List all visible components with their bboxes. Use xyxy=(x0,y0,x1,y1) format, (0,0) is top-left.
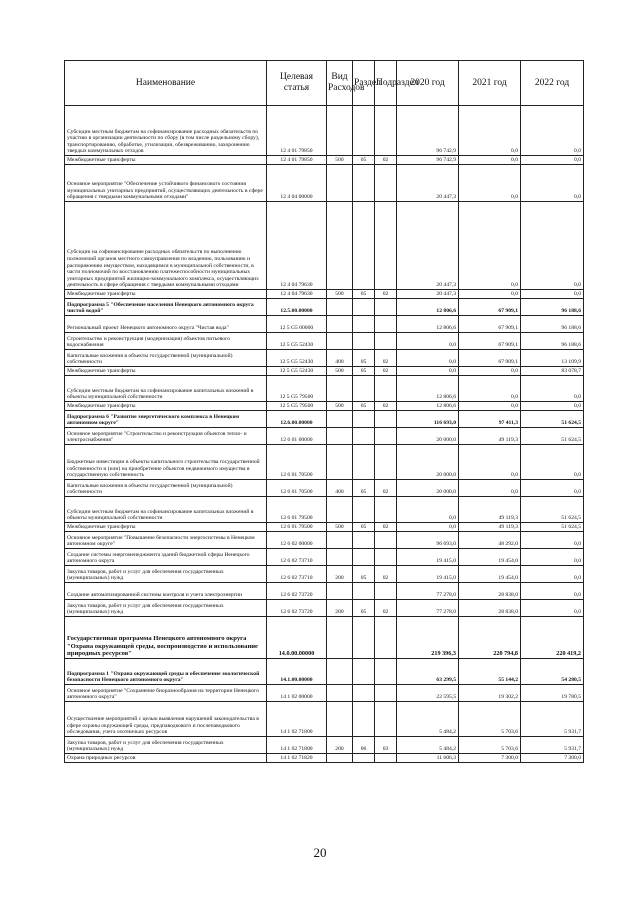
row-value-2021: 67 909,1 xyxy=(459,333,521,350)
row-value-2021: 49 119,3 xyxy=(459,497,521,523)
row-value-2021: 0,0 xyxy=(459,165,521,202)
row-value-2022: 0,0 xyxy=(521,402,584,411)
row-value-2020: 0,0 xyxy=(397,350,459,367)
row-name: Субсидии на софинансирование расходных обязательств по выполнению полномочий органов местного самоуправления по владению, пользованию и распоряжению имуществом, находящимся в муниципальной собственности, в части полномочий по восстановлению платежеспособности муниципальных унитарных предприятий жилищно-коммунального комплекса, осуществляющих деятельность в сфере обращения с твердыми коммунальными отходами xyxy=(65,202,267,290)
row-subsection xyxy=(375,316,397,333)
row-target-article: 12 5 G5 52430 xyxy=(267,333,327,350)
row-expense-type xyxy=(327,685,353,702)
row-section xyxy=(353,702,375,737)
row-expense-type: 500 xyxy=(327,290,353,299)
row-expense-type: 500 xyxy=(327,402,353,411)
row-name: Бюджетные инвестиции в объекты капитального строительства государственной собственности и (или) на приобретение объектов недвижимого имущества в государственную собственность xyxy=(65,445,267,480)
row-name: Государственная программа Ненецкого автономного округа "Охрана окружающей среды, воспроизводство и использование природных ресурсов" xyxy=(65,617,267,659)
row-value-2020: 12 806,6 xyxy=(397,299,459,316)
row-value-2020: 5 484,2 xyxy=(397,702,459,737)
row-name: Субсидии местным бюджетам на софинансирование капитальных вложений в объекты муниципальной собственности xyxy=(65,497,267,523)
row-section xyxy=(353,583,375,600)
row-subsection: 02 xyxy=(375,367,397,376)
row-section xyxy=(353,428,375,445)
row-section xyxy=(353,376,375,402)
row-section xyxy=(353,165,375,202)
row-value-2020: 12 806,6 xyxy=(397,402,459,411)
row-expense-type: 200 xyxy=(327,566,353,583)
row-section: 05 xyxy=(353,367,375,376)
row-value-2021: 48 292,0 xyxy=(459,532,521,549)
table-header-row xyxy=(65,61,584,106)
row-section: 05 xyxy=(353,350,375,367)
table-row xyxy=(65,428,584,445)
row-value-2021: 0,0 xyxy=(459,106,521,156)
row-value-2021: 67 909,1 xyxy=(459,316,521,333)
row-value-2020: 96 742,9 xyxy=(397,156,459,165)
row-name: Субсидии местным бюджетам на софинансирование расходных обязательств по участию в организации деятельности по сбору (в том числе раздельному сбору), транспортированию, обработке, утилизации, обезвреживанию, захоронению твердых коммунальных отходов xyxy=(65,106,267,156)
row-name: Закупка товаров, работ и услуг для обеспечения государственных (муниципальных) нужд xyxy=(65,737,267,754)
table-row xyxy=(65,367,584,376)
row-value-2021: 0,0 xyxy=(459,290,521,299)
row-value-2022: 220 419,2 xyxy=(521,617,584,659)
row-expense-type xyxy=(327,754,353,763)
row-name: Закупка товаров, работ и услуг для обеспечения государственных (муниципальных) нужд xyxy=(65,600,267,617)
row-section xyxy=(353,106,375,156)
row-subsection xyxy=(375,532,397,549)
row-subsection: 03 xyxy=(375,737,397,754)
row-expense-type xyxy=(327,583,353,600)
row-value-2022: 5 931,7 xyxy=(521,702,584,737)
row-subsection xyxy=(375,445,397,480)
row-value-2020: 20 000,0 xyxy=(397,445,459,480)
table-row xyxy=(65,316,584,333)
row-name: Межбюджетные трансферты xyxy=(65,156,267,165)
row-subsection xyxy=(375,659,397,685)
row-name: Капитальные вложения в объекты государственной (муниципальной) собственности xyxy=(65,350,267,367)
row-value-2022: 51 624,5 xyxy=(521,497,584,523)
row-value-2022: 0,0 xyxy=(521,532,584,549)
table-row xyxy=(65,290,584,299)
row-value-2022: 51 624,5 xyxy=(521,411,584,428)
row-subsection xyxy=(375,428,397,445)
row-value-2022: 51 624,5 xyxy=(521,523,584,532)
row-target-article: 12 4 04 00000 xyxy=(267,165,327,202)
row-value-2022: 0,0 xyxy=(521,549,584,566)
row-name: Основное мероприятие "Сохранение биоразнообразия на территории Ненецкого автономного округа" xyxy=(65,685,267,702)
header-target-article: Целевая статья xyxy=(267,61,327,106)
row-value-2022: 96 188,6 xyxy=(521,316,584,333)
row-section xyxy=(353,299,375,316)
row-target-article: 14 1 02 00000 xyxy=(267,685,327,702)
row-subsection xyxy=(375,685,397,702)
row-name: Подпрограмма 6 "Развитие энергетического комплекса в Ненецком автономном округе" xyxy=(65,411,267,428)
row-target-article: 14.0.00.00000 xyxy=(267,617,327,659)
row-value-2022: 96 188,6 xyxy=(521,299,584,316)
row-value-2020: 20 447,3 xyxy=(397,165,459,202)
row-subsection xyxy=(375,617,397,659)
row-expense-type xyxy=(327,299,353,316)
row-value-2022: 0,0 xyxy=(521,156,584,165)
row-target-article: 12 6 01 70500 xyxy=(267,480,327,497)
row-value-2022: 0,0 xyxy=(521,376,584,402)
row-value-2020: 20 447,3 xyxy=(397,290,459,299)
row-value-2021: 28 838,0 xyxy=(459,600,521,617)
row-target-article: 12 6 02 73710 xyxy=(267,566,327,583)
row-value-2020: 20 447,3 xyxy=(397,202,459,290)
row-expense-type: 500 xyxy=(327,367,353,376)
row-value-2020: 0,0 xyxy=(397,497,459,523)
header-section: Раздел xyxy=(353,61,375,106)
row-expense-type xyxy=(327,333,353,350)
row-target-article: 12 6 02 73720 xyxy=(267,583,327,600)
table-row xyxy=(65,333,584,350)
row-expense-type xyxy=(327,411,353,428)
table-row xyxy=(65,106,584,156)
row-name: Капитальные вложения в объекты государственной (муниципальной) собственности xyxy=(65,480,267,497)
row-value-2021: 19 302,2 xyxy=(459,685,521,702)
row-expense-type xyxy=(327,532,353,549)
row-subsection xyxy=(375,702,397,737)
row-target-article: 12 5 G5 79500 xyxy=(267,376,327,402)
row-subsection: 02 xyxy=(375,156,397,165)
row-value-2022: 0,0 xyxy=(521,290,584,299)
row-name: Основное мероприятие "Строительство и реконструкция объектов тепло- и электроснабжения" xyxy=(65,428,267,445)
row-value-2022: 0,0 xyxy=(521,480,584,497)
table-row xyxy=(65,583,584,600)
row-section xyxy=(353,754,375,763)
row-expense-type xyxy=(327,617,353,659)
row-subsection xyxy=(375,299,397,316)
row-value-2022: 13 109,9 xyxy=(521,350,584,367)
row-expense-type xyxy=(327,316,353,333)
table-row xyxy=(65,702,584,737)
row-target-article: 12 6 01 79500 xyxy=(267,497,327,523)
page-number: 20 xyxy=(313,845,327,860)
row-section xyxy=(353,685,375,702)
row-value-2020: 63 299,5 xyxy=(397,659,459,685)
row-value-2021: 49 119,3 xyxy=(459,428,521,445)
row-value-2022: 54 280,5 xyxy=(521,659,584,685)
row-name: Межбюджетные трансферты xyxy=(65,367,267,376)
row-subsection: 02 xyxy=(375,480,397,497)
table-row xyxy=(65,156,584,165)
row-value-2021: 0,0 xyxy=(459,202,521,290)
row-expense-type: 200 xyxy=(327,737,353,754)
row-value-2021: 55 144,2 xyxy=(459,659,521,685)
row-subsection: 02 xyxy=(375,402,397,411)
row-value-2021: 49 119,3 xyxy=(459,523,521,532)
row-section: 05 xyxy=(353,156,375,165)
row-expense-type: 400 xyxy=(327,480,353,497)
table-row xyxy=(65,202,584,290)
row-expense-type xyxy=(327,202,353,290)
row-value-2020: 0,0 xyxy=(397,333,459,350)
table-row xyxy=(65,480,584,497)
row-value-2020: 96 742,9 xyxy=(397,106,459,156)
row-value-2021: 5 703,6 xyxy=(459,702,521,737)
row-expense-type xyxy=(327,659,353,685)
row-subsection xyxy=(375,754,397,763)
row-target-article: 14.1.00.00000 xyxy=(267,659,327,685)
row-name: Закупка товаров, работ и услуг для обеспечения государственных (муниципальных) нужд xyxy=(65,566,267,583)
row-target-article: 12 6 02 73720 xyxy=(267,600,327,617)
row-value-2021: 97 411,3 xyxy=(459,411,521,428)
row-expense-type xyxy=(327,165,353,202)
header-year-2021: 2021 год xyxy=(459,61,521,106)
row-section xyxy=(353,617,375,659)
row-section xyxy=(353,445,375,480)
row-expense-type xyxy=(327,549,353,566)
row-target-article: 14 1 02 71800 xyxy=(267,737,327,754)
row-target-article: 14 1 02 71800 xyxy=(267,702,327,737)
table-row xyxy=(65,497,584,523)
row-target-article: 12 4 04 79630 xyxy=(267,290,327,299)
row-subsection xyxy=(375,106,397,156)
row-target-article: 12 6 01 00000 xyxy=(267,428,327,445)
row-expense-type xyxy=(327,376,353,402)
table-row xyxy=(65,376,584,402)
table-row xyxy=(65,566,584,583)
row-name: Основное мероприятие "Повышение безопасности энергосистемы в Ненецком автономном округе" xyxy=(65,532,267,549)
table-row xyxy=(65,411,584,428)
row-subsection xyxy=(375,376,397,402)
row-name: Субсидии местным бюджетам на софинансирование капитальных вложений в объекты муниципальной собственности xyxy=(65,376,267,402)
row-target-article: 12.5.00.00000 xyxy=(267,299,327,316)
row-value-2021: 220 794,8 xyxy=(459,617,521,659)
row-value-2020: 77 278,0 xyxy=(397,583,459,600)
row-value-2022: 0,0 xyxy=(521,600,584,617)
row-name: Создание системы энергоменеджмента зданий бюджетной сферы Ненецкого автономного округа xyxy=(65,549,267,566)
row-expense-type xyxy=(327,497,353,523)
row-subsection xyxy=(375,333,397,350)
table-row xyxy=(65,350,584,367)
header-year-2020: 2020 год xyxy=(397,61,459,106)
row-subsection xyxy=(375,583,397,600)
row-value-2021: 0,0 xyxy=(459,376,521,402)
row-expense-type xyxy=(327,428,353,445)
row-section xyxy=(353,549,375,566)
row-target-article: 12 5 G5 52430 xyxy=(267,350,327,367)
budget-table xyxy=(64,60,584,763)
row-value-2021: 0,0 xyxy=(459,445,521,480)
row-section: 05 xyxy=(353,523,375,532)
row-value-2020: 22 595,5 xyxy=(397,685,459,702)
row-section: 05 xyxy=(353,480,375,497)
table-row xyxy=(65,523,584,532)
row-target-article: 12.6.00.00000 xyxy=(267,411,327,428)
row-name: Межбюджетные трансферты xyxy=(65,290,267,299)
row-name: Охрана природных ресурсов xyxy=(65,754,267,763)
table-body xyxy=(65,106,584,763)
table-row xyxy=(65,549,584,566)
row-section xyxy=(353,659,375,685)
row-value-2021: 5 703,6 xyxy=(459,737,521,754)
row-value-2021: 67 909,1 xyxy=(459,350,521,367)
row-subsection: 02 xyxy=(375,350,397,367)
row-section xyxy=(353,411,375,428)
row-target-article: 12 6 01 79500 xyxy=(267,523,327,532)
row-value-2021: 67 909,1 xyxy=(459,299,521,316)
row-subsection xyxy=(375,549,397,566)
row-subsection xyxy=(375,411,397,428)
table-row xyxy=(65,685,584,702)
row-section xyxy=(353,497,375,523)
row-value-2021: 0,0 xyxy=(459,156,521,165)
row-value-2022: 0,0 xyxy=(521,202,584,290)
row-subsection xyxy=(375,497,397,523)
row-value-2020: 77 278,0 xyxy=(397,600,459,617)
row-value-2022: 7 300,0 xyxy=(521,754,584,763)
table-row xyxy=(65,617,584,659)
row-value-2021: 0,0 xyxy=(459,480,521,497)
row-name: Подпрограмма 1 "Охрана окружающей среды и обеспечение экологической безопасности Ненецкого автономного округа" xyxy=(65,659,267,685)
table-row xyxy=(65,600,584,617)
row-target-article: 12 4 01 79850 xyxy=(267,156,327,165)
row-value-2020: 0,0 xyxy=(397,367,459,376)
row-expense-type xyxy=(327,445,353,480)
row-value-2022: 5 931,7 xyxy=(521,737,584,754)
row-value-2020: 12 806,6 xyxy=(397,316,459,333)
row-name: Подпрограмма 5 "Обеспечение населения Ненецкого автономного округа чистой водой" xyxy=(65,299,267,316)
row-value-2022: 0,0 xyxy=(521,445,584,480)
table-row xyxy=(65,445,584,480)
header-year-2022: 2022 год xyxy=(521,61,584,106)
row-expense-type: 500 xyxy=(327,156,353,165)
row-value-2020: 0,0 xyxy=(397,523,459,532)
row-value-2020: 20 000,0 xyxy=(397,428,459,445)
row-target-article: 12 4 04 79630 xyxy=(267,202,327,290)
row-value-2022: 96 188,6 xyxy=(521,333,584,350)
row-subsection: 02 xyxy=(375,290,397,299)
row-target-article: 12 6 02 00000 xyxy=(267,532,327,549)
row-value-2020: 116 693,0 xyxy=(397,411,459,428)
row-name: Межбюджетные трансферты xyxy=(65,402,267,411)
row-subsection xyxy=(375,165,397,202)
row-section: 05 xyxy=(353,290,375,299)
table-row xyxy=(65,299,584,316)
row-subsection: 02 xyxy=(375,600,397,617)
row-section xyxy=(353,532,375,549)
row-value-2020: 19 415,0 xyxy=(397,549,459,566)
row-expense-type: 500 xyxy=(327,523,353,532)
row-expense-type xyxy=(327,106,353,156)
table-row xyxy=(65,165,584,202)
row-value-2020: 12 806,6 xyxy=(397,376,459,402)
row-name: Региональный проект Ненецкого автономного округа "Чистая вода" xyxy=(65,316,267,333)
row-value-2021: 7 300,0 xyxy=(459,754,521,763)
header-name: Наименование xyxy=(65,61,267,106)
row-name: Межбюджетные трансферты xyxy=(65,523,267,532)
row-subsection: 02 xyxy=(375,566,397,583)
row-value-2021: 0,0 xyxy=(459,402,521,411)
row-value-2020: 96 693,0 xyxy=(397,532,459,549)
row-target-article: 12 4 01 79850 xyxy=(267,106,327,156)
row-target-article: 12 5 G5 79500 xyxy=(267,402,327,411)
row-value-2022: 83 078,7 xyxy=(521,367,584,376)
row-section xyxy=(353,202,375,290)
row-value-2022: 19 780,5 xyxy=(521,685,584,702)
row-name: Основное мероприятие "Обеспечение устойчивого финансового состояния муниципальных унитарных предприятий, осуществляющих деятельность в сфере обращения с твердыми коммунальными отходами" xyxy=(65,165,267,202)
row-value-2020: 5 484,2 xyxy=(397,737,459,754)
row-expense-type: 200 xyxy=(327,600,353,617)
table-row xyxy=(65,659,584,685)
row-section xyxy=(353,316,375,333)
row-target-article: 12 5 G5 00000 xyxy=(267,316,327,333)
row-value-2022: 51 624,5 xyxy=(521,428,584,445)
row-value-2021: 28 838,0 xyxy=(459,583,521,600)
row-section: 05 xyxy=(353,566,375,583)
header-subsection: Подраздел xyxy=(375,61,397,106)
row-expense-type xyxy=(327,702,353,737)
row-expense-type: 400 xyxy=(327,350,353,367)
row-value-2022: 0,0 xyxy=(521,106,584,156)
row-target-article: 12 5 G5 52430 xyxy=(267,367,327,376)
row-value-2021: 19 454,0 xyxy=(459,566,521,583)
row-value-2022: 0,0 xyxy=(521,583,584,600)
row-section: 06 xyxy=(353,737,375,754)
row-name: Строительство и реконструкция (модернизация) объектов питьевого водоснабжения xyxy=(65,333,267,350)
table-row xyxy=(65,402,584,411)
row-value-2020: 219 396,3 xyxy=(397,617,459,659)
table-row xyxy=(65,532,584,549)
row-subsection: 02 xyxy=(375,523,397,532)
row-target-article: 12 6 02 73710 xyxy=(267,549,327,566)
table-row xyxy=(65,754,584,763)
row-value-2022: 0,0 xyxy=(521,165,584,202)
row-section xyxy=(353,333,375,350)
row-name: Создание автоматизированной системы контроля и учета электроэнергии xyxy=(65,583,267,600)
row-value-2021: 19 454,0 xyxy=(459,549,521,566)
row-subsection xyxy=(375,202,397,290)
row-value-2022: 0,0 xyxy=(521,566,584,583)
row-target-article: 14 1 02 71820 xyxy=(267,754,327,763)
table-row xyxy=(65,737,584,754)
row-section: 05 xyxy=(353,600,375,617)
row-value-2020: 20 000,0 xyxy=(397,480,459,497)
header-expense-type: Вид Расходов xyxy=(327,61,353,106)
row-name: Осуществление мероприятий с целью выявления нарушений законодательства в сфере охраны окружающей среды, предпаводкового и послепаводкового обследования, учета охотничьих ресурсов xyxy=(65,702,267,737)
row-section: 05 xyxy=(353,402,375,411)
row-value-2021: 0,0 xyxy=(459,367,521,376)
row-value-2020: 19 415,0 xyxy=(397,566,459,583)
row-target-article: 12 6 01 70500 xyxy=(267,445,327,480)
row-value-2020: 11 606,3 xyxy=(397,754,459,763)
